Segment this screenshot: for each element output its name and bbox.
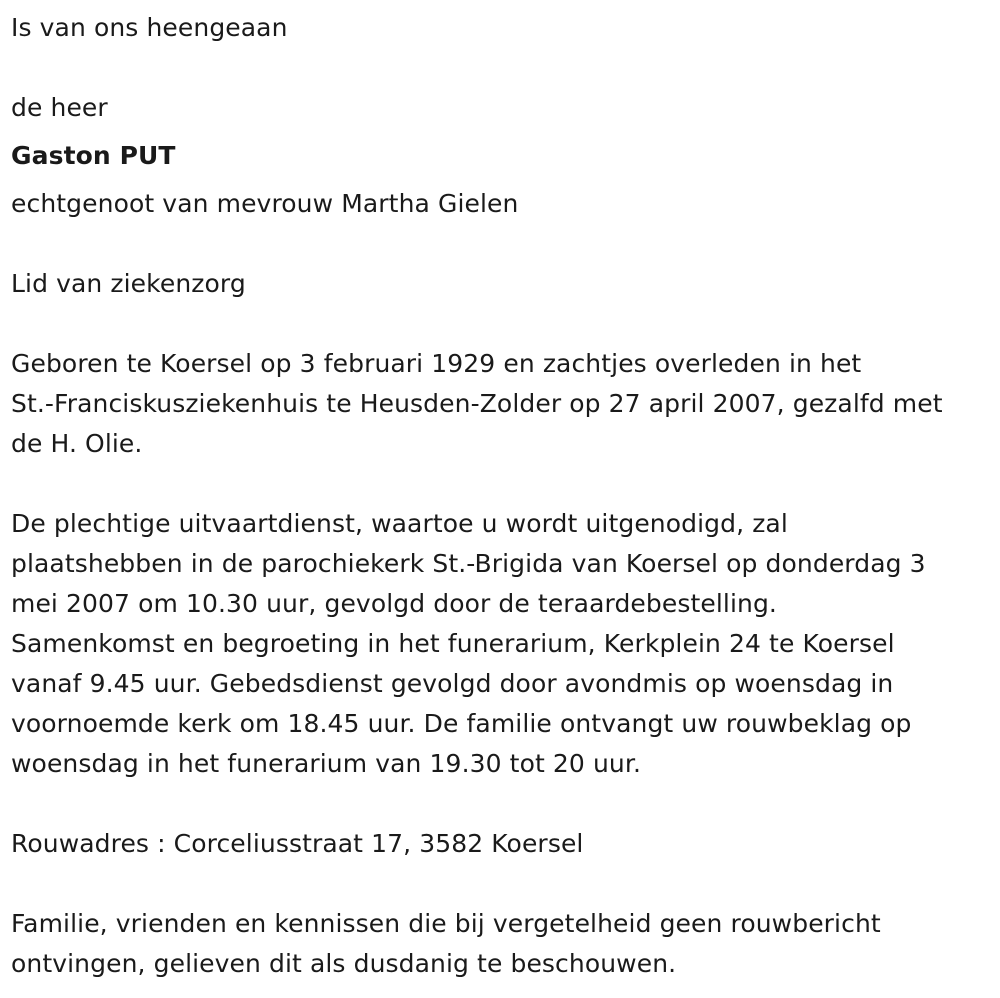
paragraph-line: Geboren te Koersel op 3 februari 1929 en zachtjes overleden in het [11, 349, 862, 378]
intro-text: Is van ons heengeaan [11, 13, 288, 42]
death-notice [11, 8, 986, 984]
paragraph-line: voornoemde kerk om 18.45 uur. De familie ontvangt uw rouwbeklag op [11, 709, 912, 738]
membership-text: Lid van ziekenzorg [11, 269, 246, 298]
funeral-paragraph [11, 504, 986, 784]
paragraph-line: woensdag in het funerarium van 19.30 tot 20 uur. [11, 749, 641, 778]
paragraph-line: Samenkomst en begroeting in het funerarium, Kerkplein 24 te Koersel [11, 629, 895, 658]
closing-paragraph [11, 904, 986, 984]
paragraph-line: St.-Franciskusziekenhuis te Heusden-Zolder op 27 april 2007, gezalfd met [11, 389, 943, 418]
address-text: Rouwadres : Corceliusstraat 17, 3582 Koersel [11, 829, 584, 858]
paragraph-line: plaatshebben in de parochiekerk St.-Brigida van Koersel op donderdag 3 [11, 549, 926, 578]
paragraph-line: vanaf 9.45 uur. Gebedsdienst gevolgd door avondmis op woensdag in [11, 669, 894, 698]
paragraph-line: De plechtige uitvaartdienst, waartoe u wordt uitgenodigd, zal [11, 509, 788, 538]
salutation-text: de heer [11, 93, 108, 122]
spouse-text: echtgenoot van mevrouw Martha Gielen [11, 189, 519, 218]
birth-death-paragraph [11, 344, 986, 464]
deceased-name: Gaston PUT [11, 141, 176, 170]
paragraph-line: Familie, vrienden en kennissen die bij vergetelheid geen rouwbericht [11, 909, 881, 938]
paragraph-line: ontvingen, gelieven dit als dusdanig te beschouwen. [11, 949, 677, 978]
paragraph-line: de H. Olie. [11, 429, 143, 458]
paragraph-line: mei 2007 om 10.30 uur, gevolgd door de teraardebestelling. [11, 589, 777, 618]
